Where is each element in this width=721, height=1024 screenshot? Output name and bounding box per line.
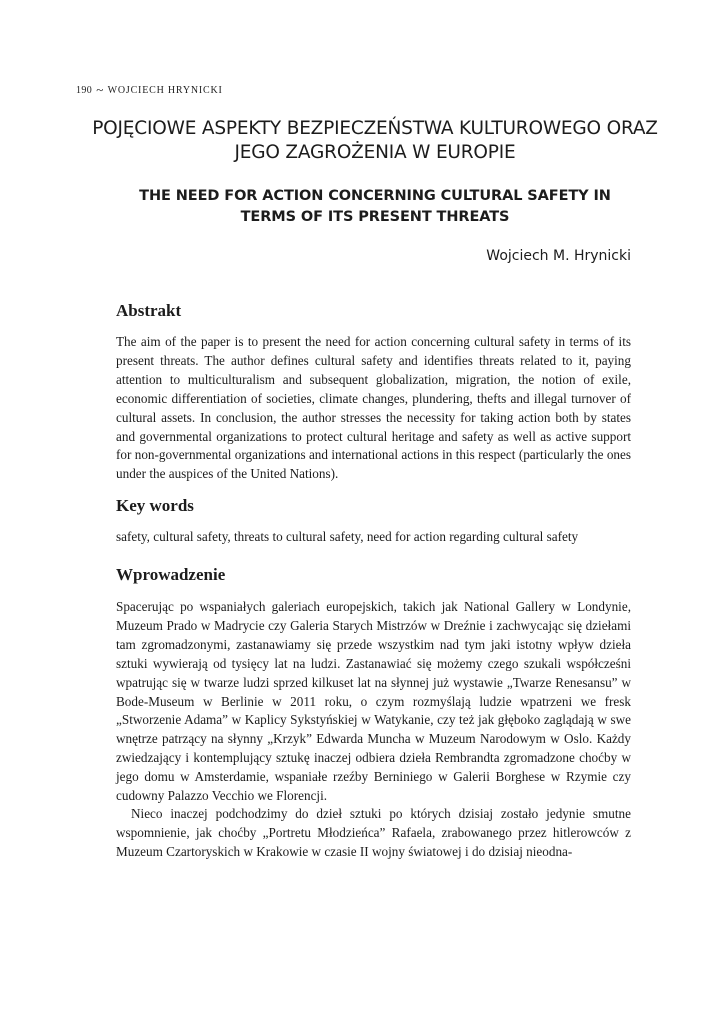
page-number: 190 bbox=[76, 85, 93, 96]
title-english: THE NEED FOR ACTION CONCERNING CULTURAL SAFETY IN TERMS OF ITS PRESENT THREATS bbox=[139, 188, 611, 225]
title-polish: POJĘCIOWE ASPEKTY BEZPIECZEŃSTWA KULTUROWEGO ORAZ JEGO ZAGROŻENIA W EUROPIE bbox=[92, 118, 658, 163]
introduction-paragraph-1: Spacerując po wspaniałych galeriach europejskich, takich jak National Gallery w Londynie, Muzeum Prado w Madrycie czy Galeria Starych Mistrzów w Dreźnie i zachwycając się dziełami tam zgromadzonymi, zastanawiamy się przede wszystkim nad tym jaki istotny wpływ dzieła sztuki wywierają od tysięcy lat na ludzi. Zastanawiać się możemy czego szukali współcześni wpatrując się w twarze ludzi sprzed kilkuset lat na słynnej już wystawie „Twarze Renesansu” w Bode-Museum w Berlinie w 2011 roku, o czym rozmyślają ludzie wpatrzeni we fresk „Stworzenie Adama” w Kaplicy Sykstyńskiej w Watykanie, czy też jak głęboko zaglądają w swe wnętrze patrzący na słynny „Krzyk” Edwarda Muncha w Muzeum Narodowym w Oslo. Każdy zwiedzający i kontemplujący sztukę inaczej odbiera dzieła Rembrandta zgromadzone choćby w jego domu w Amsterdamie, wspaniałe rzeźby Berniniego w Galerii Borghese w Rzymie czy cudowny Palazzo Vecchio we Florencji. bbox=[116, 599, 631, 804]
introduction-heading: Wprowadzenie bbox=[116, 565, 226, 584]
abstract-text: The aim of the paper is to present the need for action concerning cultural safety in terms of its present threats. The author defines cultural safety and identifies threats related to it, paying attention to multiculturalism and subsequent globalization, migration, the notion of exile, economic differentiation of societies, climate changes, plundering, thefts and illegal turnover of cultural assets. In conclusion, the author stresses the necessity for taking action both by states and governmental organizations to protect cultural heritage and safety as well as active support for non-governmental organizations and international actions in this respect (particularly the ones under the auspices of the United Nations). bbox=[116, 334, 631, 482]
introduction-paragraph-2: Nieco inaczej podchodzimy do dzieł sztuki po których dzisiaj zostało jedynie smutne wspomnienie, jak choćby „Portretu Młodzieńca” Rafaela, zrabowanego przez hitlerowców z Muzeum Czartoryskich w Krakowie w czasie II wojny światowej i do dzisiaj nieodna- bbox=[116, 806, 631, 859]
running-head-author: WOJCIECH HRYNICKI bbox=[107, 85, 223, 96]
author-name: Wojciech M. Hrynicki bbox=[486, 248, 631, 264]
running-head bbox=[76, 81, 223, 97]
abstract-heading: Abstrakt bbox=[116, 301, 182, 320]
keywords-heading: Key words bbox=[116, 496, 194, 515]
swash-ornament: ~ bbox=[96, 81, 104, 97]
keywords-text: safety, cultural safety, threats to cultural safety, need for action regarding cultural safety bbox=[116, 529, 579, 544]
